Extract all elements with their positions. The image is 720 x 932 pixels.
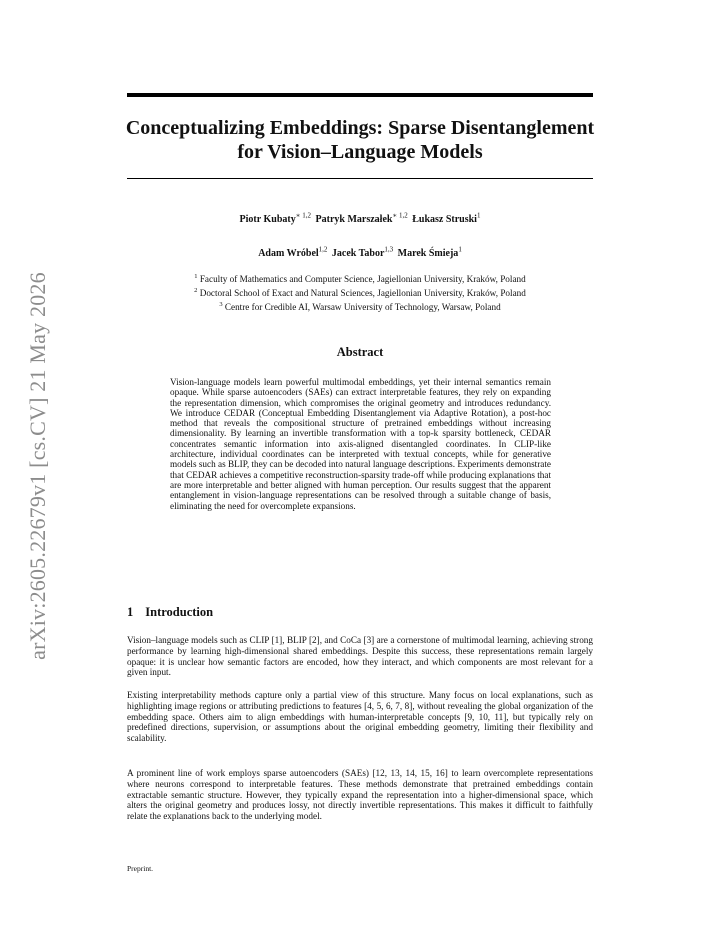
affiliations	[110, 271, 610, 313]
paper-title	[110, 116, 610, 164]
author-list-line-2	[110, 244, 610, 260]
author: Adam Wróbel$^{1,2}$	[258, 246, 328, 260]
section-heading-introduction	[127, 604, 593, 620]
introduction-paragraph-1: Vision–language models such as CLIP [1], BLIP [2], and CoCa [3] are a cornerstone of multimodal learning, achieving strong performance by learning high-dimensional shared embeddings. Despite this success, these representations remain largely opaque: it is unclear how semantic factors are encoded, how they interact, and which components are most relevant for a given input.	[127, 635, 593, 678]
section-number: 1	[127, 605, 134, 619]
author: Patryk Marszałek$^{∗ 1,2}$	[315, 212, 408, 226]
title-bottom-rule	[127, 178, 593, 179]
section-title: Introduction	[145, 605, 214, 619]
introduction-paragraph-3: A prominent line of work employs sparse autoencoders (SAEs) [12, 13, 14, 15, 16] to learn overcomplete representations where neurons correspond to interpretable features. These methods demonstrate that pretrained embeddings contain extractable semantic structure. However, they typically expand the representation into a higher-dimensional space, which alters the original geometry and produces lossy, not directly invertible representations. This makes it difficult to faithfully relate the explanations back to the underlying model.	[127, 768, 593, 822]
title-top-rule	[127, 93, 593, 97]
paper-title-line-1: Conceptualizing Embeddings: Sparse Disentanglement	[125, 117, 595, 139]
author: Marek Śmieja$^1$	[397, 246, 462, 260]
arxiv-identifier-stamp: arXiv:2605.22679v1 [cs.CV] 21 May 2026	[25, 272, 50, 660]
abstract-body: Vision-language models learn powerful multimodal embeddings, yet their internal semantics remain opaque. While sparse autoencoders (SAEs) can extract interpretable features, they rely on expanding the representation dimension, which compromises the original geometry and introduces redundancy. We introduce CEDAR (Conceptual Embedding Disentanglement via Adaptive Rotation), a post-hoc method that reveals the compositional structure of pretrained embeddings without increasing dimensionality. By learning an invertible transformation with a top-k sparsity bottleneck, CEDAR concentrates semantic information into axis-aligned disentangled coordinates. In CLIP-like architecture, individual coordinates can be interpreted with textual concepts, while for generative models such as BLIP, they can be decoded into natural language descriptions. Experiments demonstrate that CEDAR achieves a competitive reconstruction-sparsity trade-off while producing explanations that are more interpretable and better aligned with human perception. Our results suggest that the apparent entanglement in vision-language representations can be resolved through a suitable change of basis, eliminating the need for overcomplete expansions.	[170, 377, 551, 511]
author: Jacek Tabor$^{1,3}$	[331, 246, 394, 260]
preprint-footnote: Preprint.	[127, 864, 154, 873]
abstract-heading: Abstract	[336, 345, 384, 359]
author: Łukasz Struski$^1$	[412, 212, 481, 226]
author-list-line-1	[110, 210, 610, 226]
author: Piotr Kubaty$^{∗ 1,2}$	[239, 212, 312, 226]
affiliation: $^2$ Doctoral School of Exact and Natural Sciences, Jagiellonian University, Kraków, Poland	[194, 287, 526, 299]
introduction-paragraph-2: Existing interpretability methods capture only a partial view of this structure. Many focus on local explanations, such as highlighting image regions or attributing predictions to features [4, 5, 6, 7, 8], without revealing the global organization of the embedding space. Others aim to align embeddings with human-interpretable concepts [9, 10, 11], but typically rely on predefined directions, supervision, or assumptions about the original embedding geometry, limiting their flexibility and scalability.	[127, 690, 593, 744]
affiliation: $^1$ Faculty of Mathematics and Computer Science, Jagiellonian University, Kraków, Poland	[194, 273, 526, 285]
paper-title-line-2: for Vision–Language Models	[237, 141, 483, 163]
affiliation: $^3$ Centre for Credible AI, Warsaw University of Technology, Warsaw, Poland	[219, 301, 501, 313]
